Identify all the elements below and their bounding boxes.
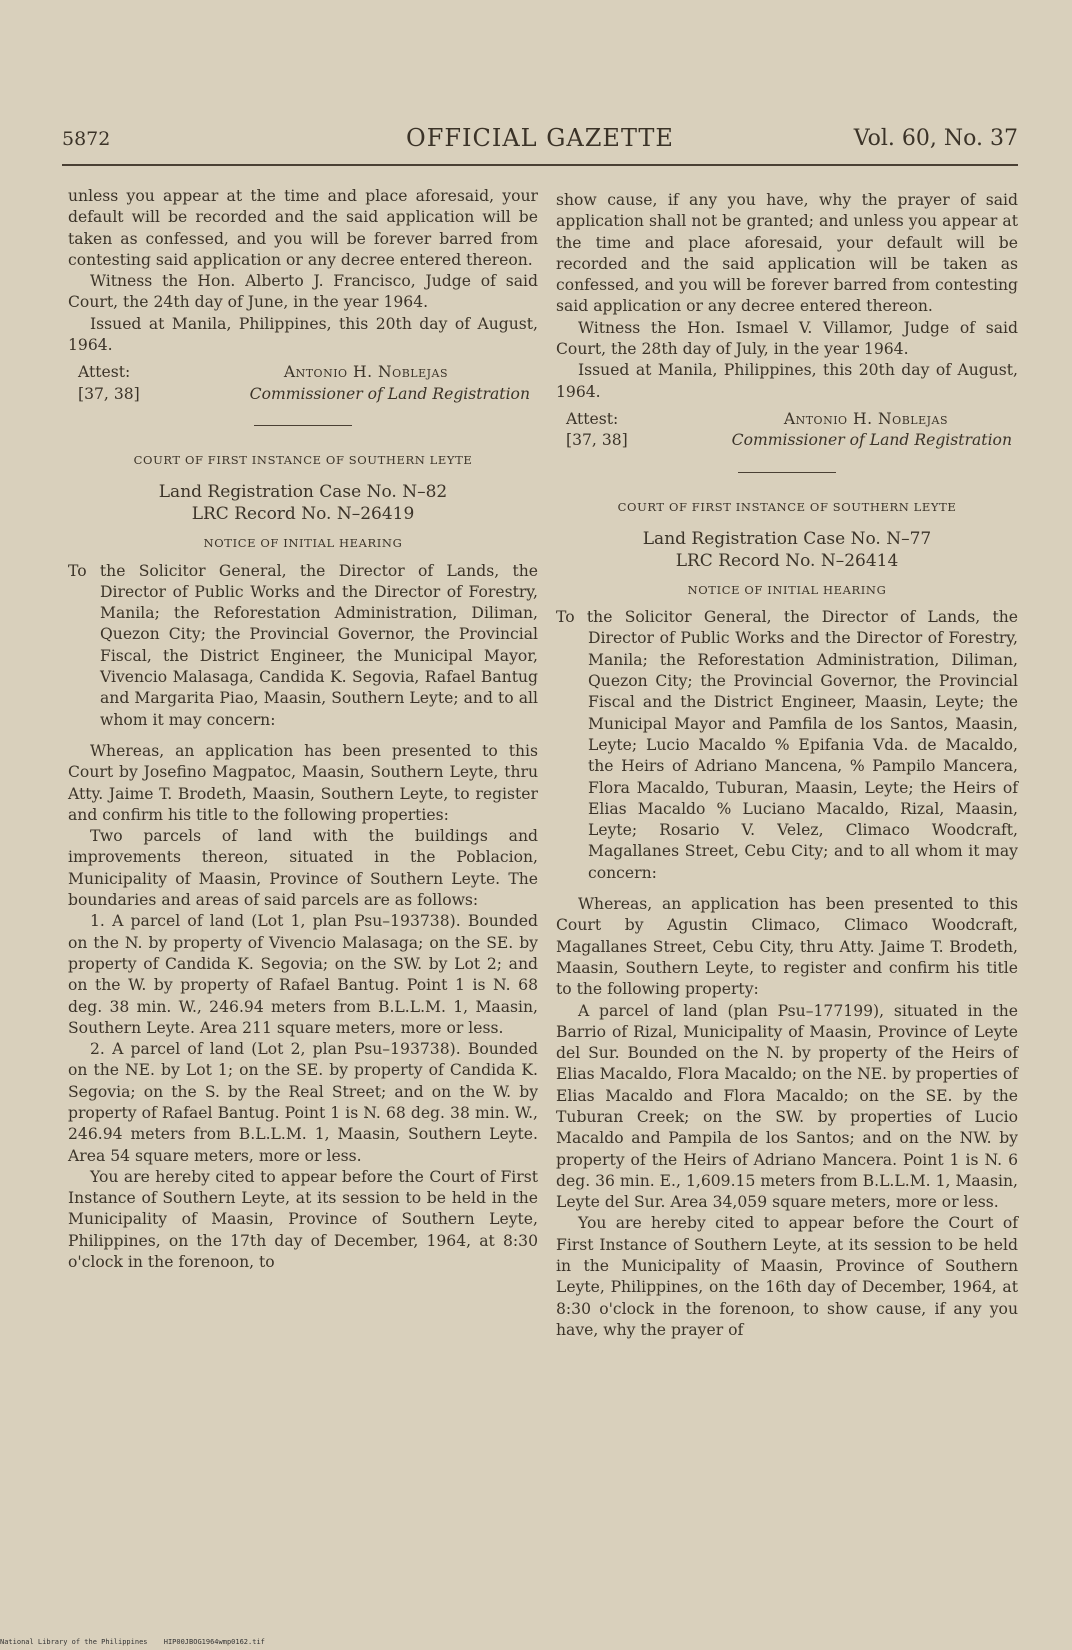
parcel-paragraph: A parcel of land (plan Psu–177199), situated in the Barrio of Rizal, Municipality of Maasin, Province of Leyte del Sur. Bounded on the N. by property of the Heirs of Elias Macaldo, Flora Macaldo; on the NE. by properties of Elias Macaldo and Flora Macaldo; on the SE. by the Tuburan Creek; on the SW. by properties of Lucio Macaldo and Pampila de los Santos; and on the NW. by property of the Heirs of Adriano Mancera. Point 1 is N. 6 deg. 36 min. E., 1,609.15 meters from B.L.L.M. 1, Maasin, Leyte del Sur. Area 34,059 square meters, more or less. (556, 1001, 1018, 1212)
parcels-intro-paragraph: Two parcels of land with the buildings and improvements thereon, situated in the Poblacion, Municipality of Maasin, Province of Southern Leyte. The boundaries and areas of said parcels are as follows: (68, 827, 538, 910)
cited-paragraph: You are hereby cited to appear before the Court of First Instance of Southern Leyte, at its session to be held in the Municipality of Maasin, Province of Southern Leyte, Philippines, on the 17th day of December, 1964, at 8:30 o'clock in the forenoon, to (68, 1167, 538, 1272)
notice-heading: NOTICE OF INITIAL HEARING (687, 582, 887, 597)
whereas-paragraph: Whereas, an application has been presented to this Court by Agustin Climaco, Climaco Woodcraft, Magallanes Street, Cebu City, thru Atty. Jaime T. Brodeth, Maasin, Southern Leyte, to register and confirm his title to the following property: (556, 895, 1018, 999)
attest-name: Antonio H. Noblejas (283, 363, 448, 382)
attest-label: Attest: (78, 363, 131, 382)
case-number: Land Registration Case No. N–77 (642, 528, 932, 549)
header-rule (62, 164, 1018, 166)
cited-paragraph: You are hereby cited to appear before the Court of First Instance of Southern Leyte, at its session to be held in the Municipality of Maasin, Province of Southern Leyte, Philippines, on the 16th day of December, 1964, at 8:30 o'clock in the forenoon, to show cause, if any you have, why the prayer of (556, 1214, 1018, 1339)
commissioner-line (68, 384, 538, 405)
issued-paragraph: Issued at Manila, Philippines, this 20th day of August, 1964. (68, 314, 538, 355)
volume-number: Vol. 60, No. 37 (853, 126, 1018, 151)
parcel-one-paragraph: 1. A parcel of land (Lot 1, plan Psu–193738). Bounded on the N. by property of Vivencio Malasaga; on the SE. by property of Candida K. Segovia; on the SW. by Lot 2; and on the W. by property of Rafael Bantug. Point 1 is N. 68 deg. 38 min. W., 246.94 meters from B.L.L.M. 1, Maasin, Southern Leyte. Area 211 square meters, more or less. (68, 912, 538, 1037)
attest-line (68, 362, 538, 383)
section-separator (254, 425, 352, 426)
scan-filename: HIP00JBOG1964wmp0162.tif (163, 1638, 265, 1646)
witness-paragraph: Witness the Hon. Ismael V. Villamor, Judge of said Court, the 28th day of July, in the year 1964. (556, 318, 1018, 359)
section-separator (738, 472, 836, 473)
attest-label: Attest: (566, 409, 619, 428)
court-heading: COURT OF FIRST INSTANCE OF SOUTHERN LEYTE (617, 499, 957, 514)
commissioner-title: Commissioner of Land Registration (731, 431, 1012, 450)
library-credit: National Library of the Philippines (0, 1638, 148, 1646)
issue-tag: [37, 38] (566, 431, 628, 450)
lrc-record-number: LRC Record No. N–26414 (675, 550, 899, 571)
issued-paragraph: Issued at Manila, Philippines, this 20th day of August, 1964. (556, 361, 1018, 401)
case-number: Land Registration Case No. N–82 (158, 482, 448, 503)
issue-tag: [37, 38] (78, 384, 140, 403)
right-column (556, 190, 1018, 1341)
attest-name: Antonio H. Noblejas (783, 409, 948, 428)
continued-text: show cause, if any you have, why the prayer of said application shall not be granted; and unless you appear at the time and place aforesaid, your default will be recorded and the said application will be taken as confessed, and you will be forever barred from contesting said application or any decree entered thereon. (556, 191, 1018, 316)
commissioner-title: Commissioner of Land Registration (249, 384, 530, 403)
court-heading: COURT OF FIRST INSTANCE OF SOUTHERN LEYTE (133, 452, 473, 467)
addressees-paragraph: To the Solicitor General, the Director of Lands, the Director of Public Works and the Director of Forestry, Manila; the Reforestation Administration, Diliman, Quezon City; the Provincial Governor, the Provincial Fiscal and the District Engineer, Maasin, Leyte; the Municipal Mayor and Pamfila de los Santos, Maasin, Leyte; Lucio Macaldo % Epifania Vda. de Macaldo, the Heirs of Adriano Mancena, % Pampilo Mancera, Flora Macaldo, Tuburan, Maasin, Leyte; the Heirs of Elias Macaldo % Luciano Macaldo, Rizal, Maasin, Leyte; Rosario V. Velez, Climaco Woodcraft, Magallanes Street, Cebu City; and to all whom it may concern: (556, 608, 1018, 882)
addressees-paragraph: To the Solicitor General, the Director of Lands, the Director of Public Works and the Director of Forestry, Manila; the Reforestation Administration, Diliman, Quezon City; the Provincial Governor, the Provincial Fiscal, the District Engineer, the Municipal Mayor, Vivencio Malasaga, Candida K. Segovia, Rafael Bantug and Margarita Piao, Maasin, Southern Leyte; and to all whom it may concern: (68, 561, 538, 729)
notice-heading: NOTICE OF INITIAL HEARING (203, 536, 403, 551)
whereas-paragraph: Whereas, an application has been presented to this Court by Josefino Magpatoc, Maasin, Southern Leyte, thru Atty. Jaime T. Brodeth, Maasin, Southern Leyte, to register and confirm his title to the following properties: (68, 741, 538, 824)
commissioner-line (556, 430, 1018, 451)
scan-footer (0, 1638, 277, 1646)
parcel-two-paragraph: 2. A parcel of land (Lot 2, plan Psu–193738). Bounded on the NE. by Lot 1; on the SE. by property of Candida K. Segovia; on the S. by the Real Street; and on the W. by property of Rafael Bantug. Point 1 is N. 68 deg. 38 min. W., 246.94 meters from B.L.L.M. 1, Maasin, Southern Leyte. Area 54 square meters, more or less. (68, 1040, 538, 1165)
attest-line (556, 409, 1018, 430)
left-column (68, 186, 538, 1273)
witness-paragraph: Witness the Hon. Alberto J. Francisco, Judge of said Court, the 24th day of June, in the year 1964. (68, 272, 538, 312)
page-number: 5872 (62, 128, 111, 150)
continued-text: unless you appear at the time and place aforesaid, your default will be recorded and the said application will be taken as confessed, and you will be forever barred from contesting said application or any decree entered thereon. (68, 187, 538, 269)
lrc-record-number: LRC Record No. N–26419 (191, 504, 415, 525)
publication-title: OFFICIAL GAZETTE (406, 124, 674, 152)
page-header (62, 124, 1018, 154)
